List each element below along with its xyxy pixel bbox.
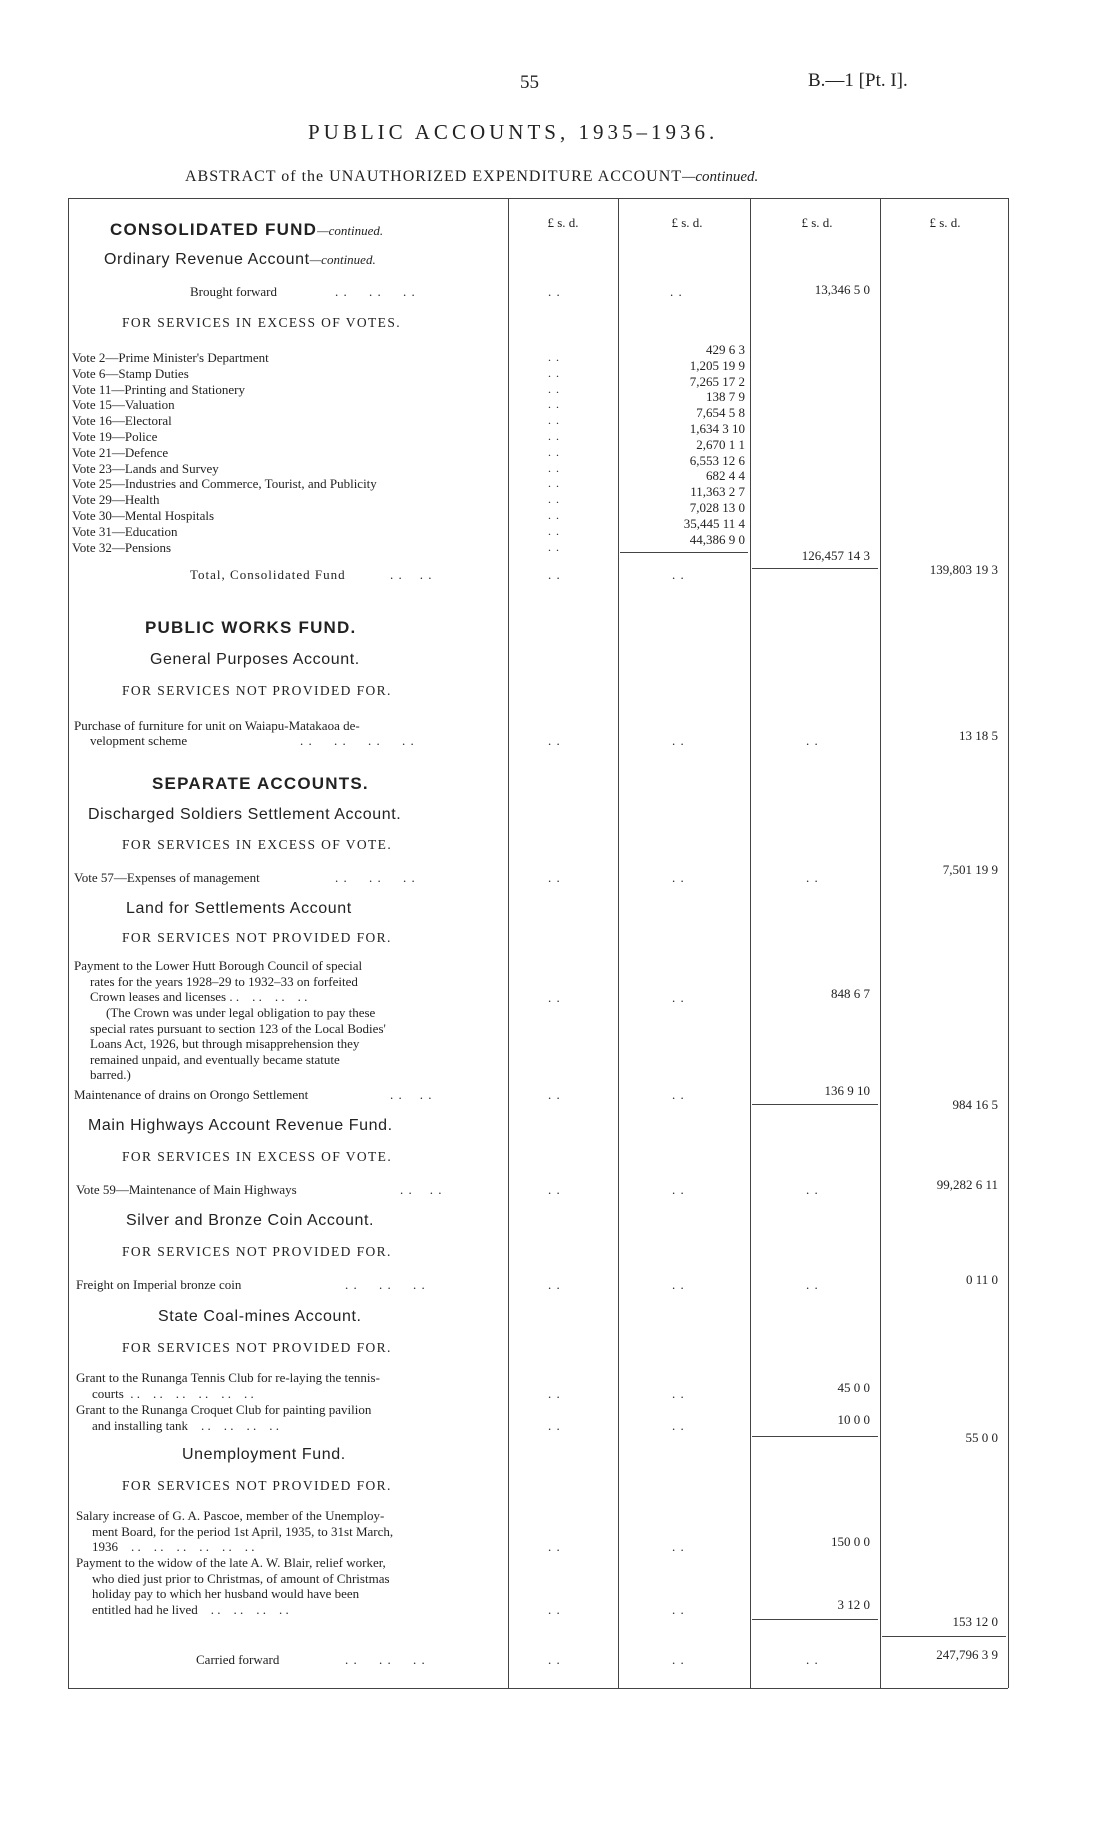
- main-highways-heading: Main Highways Account Revenue Fund.: [88, 1117, 393, 1134]
- paragraph-line: and installing tank . . . . . . . .: [92, 1417, 280, 1433]
- vote-amount: 7,265 17 2: [689, 373, 745, 389]
- paragraph-line: courts . . . . . . . . . . . .: [92, 1385, 254, 1401]
- table-top-rule: [68, 198, 1008, 199]
- brought-forward-label: Brought forward: [190, 284, 278, 299]
- empty-cell-dots: . .: [806, 870, 819, 885]
- empty-cell-dots: . .: [672, 1602, 685, 1617]
- leader-dots: . . . .: [390, 1087, 433, 1102]
- vote-row: Vote 19—Police: [72, 428, 158, 444]
- column-divider-4: [880, 198, 881, 1688]
- coal-mines-total: 55 0 0: [965, 1430, 998, 1445]
- coal-mines-heading: State Coal-mines Account.: [158, 1308, 362, 1325]
- empty-cell-dots: . .: [672, 567, 685, 582]
- note-line: barred.): [90, 1067, 131, 1083]
- furniture-amount: 13 18 5: [959, 728, 998, 743]
- vote-59-amount: 99,282 6 11: [936, 1177, 998, 1192]
- vote-amount: 682 4 4: [706, 468, 745, 484]
- vote-amount: 35,445 11 4: [683, 515, 745, 531]
- orongo-drains-amount: 136 9 10: [824, 1083, 870, 1098]
- leader-dots: . . . .: [390, 567, 433, 582]
- empty-cell-dots: . .: [548, 1277, 561, 1292]
- pascoe-amount: 150 0 0: [831, 1534, 870, 1549]
- paragraph-line: Payment to the widow of the late A. W. Blair, relief worker,: [76, 1555, 386, 1570]
- paragraph-line-text: entitled had he lived: [92, 1601, 198, 1617]
- paragraph-line: Grant to the Runanga Croquet Club for painting pavilion: [76, 1402, 372, 1417]
- empty-cell-dots: . .: [670, 284, 683, 299]
- vote-row: Vote 21—Defence: [72, 444, 169, 460]
- empty-cell-dots: . .: [548, 1087, 561, 1102]
- tennis-club-grant: [76, 1370, 482, 1401]
- public-works-heading: PUBLIC WORKS FUND.: [145, 618, 357, 637]
- paragraph-line: holiday pay to which her husband would have been: [92, 1586, 360, 1602]
- empty-cell-dots: . .: [806, 1182, 819, 1197]
- table-bottom-rule: [68, 1688, 1008, 1689]
- votes-dots-column: . . . . . . . . . . . . . . . . . . . . . . . . . .: [548, 350, 560, 554]
- paragraph-line: rates for the years 1928–29 to 1932–33 on forfeited: [90, 973, 358, 989]
- subtitle-continued: —continued.: [682, 169, 759, 185]
- service-heading: FOR SERVICES NOT PROVIDED FOR.: [122, 1244, 392, 1259]
- votes-subtotal: 126,457 14 3: [801, 548, 870, 563]
- bronze-coin-freight-item: Freight on Imperial bronze coin: [76, 1277, 242, 1292]
- empty-cell-dots: . .: [548, 1652, 561, 1667]
- leader-dots: . . . .: [400, 1182, 443, 1197]
- subtotal-rule: [752, 568, 878, 569]
- note-line: (The Crown was under legal obligation to pay these: [106, 1005, 376, 1020]
- vote-row: Vote 23—Lands and Survey: [72, 460, 219, 476]
- brought-forward-amount: 13,346 5 0: [814, 282, 870, 297]
- empty-cell-dots: . .: [548, 1182, 561, 1197]
- empty-cell-dots: . .: [672, 1418, 685, 1433]
- paragraph-line-text: and installing tank: [92, 1417, 189, 1433]
- unemployment-sum-rule: [752, 1619, 878, 1620]
- paragraph-line-text: Crown leases and licenses: [90, 989, 227, 1005]
- column-header-4: £ s. d.: [929, 215, 961, 230]
- paragraph-line: Salary increase of G. A. Pascoe, member of the Unemploy-: [76, 1508, 385, 1523]
- service-heading: FOR SERVICES IN EXCESS OF VOTES.: [122, 315, 402, 330]
- service-heading: FOR SERVICES NOT PROVIDED FOR.: [122, 1478, 392, 1493]
- carried-forward-amount: 247,796 3 9: [936, 1647, 998, 1662]
- subtitle-main: ABSTRACT of the UNAUTHORIZED EXPENDITURE ACCOUNT: [185, 168, 683, 185]
- empty-cell-dots: . .: [548, 1386, 561, 1401]
- consolidated-fund-heading: [110, 220, 383, 240]
- empty-cell-dots: . .: [672, 1539, 685, 1554]
- croquet-club-grant: [76, 1402, 482, 1433]
- ordinary-revenue-heading: [104, 251, 376, 269]
- carried-forward-rule: [882, 1636, 1006, 1637]
- empty-cell-dots: . .: [548, 733, 561, 748]
- empty-cell-dots: . .: [672, 1652, 685, 1667]
- pascoe-salary-increase: [76, 1508, 482, 1555]
- leader-dots: . . . . . .: [345, 1277, 426, 1292]
- blair-widow-payment: [76, 1555, 482, 1617]
- empty-cell-dots: . .: [548, 284, 561, 299]
- paragraph-line: Grant to the Runanga Tennis Club for re-laying the tennis-: [76, 1370, 380, 1385]
- vote-row: Vote 32—Pensions: [72, 539, 172, 555]
- paragraph-line-text: courts: [92, 1385, 124, 1401]
- column-divider-2: [618, 198, 619, 1688]
- column-divider-1: [508, 198, 509, 1688]
- page-subtitle: [185, 168, 758, 186]
- land-sum-rule: [752, 1104, 878, 1105]
- furniture-item-line-1: Purchase of furniture for unit on Waiapu-Matakaoa de-: [74, 718, 360, 733]
- empty-cell-dots: . .: [672, 1277, 685, 1292]
- column-header-1: £ s. d.: [547, 215, 579, 230]
- unemployment-fund-heading: Unemployment Fund.: [182, 1446, 346, 1463]
- land-settlements-total: 984 16 5: [952, 1097, 998, 1112]
- vote-57-amount: 7,501 19 9: [942, 862, 998, 877]
- vote-57-item: Vote 57—Expenses of management: [74, 870, 260, 885]
- empty-cell-dots: . .: [672, 990, 685, 1005]
- empty-cell-dots: . .: [806, 733, 819, 748]
- paragraph-line: Payment to the Lower Hutt Borough Council of special: [74, 958, 363, 973]
- vote-row: Vote 16—Electoral: [72, 413, 172, 429]
- page-title: PUBLIC ACCOUNTS, 1935–1936.: [308, 120, 719, 144]
- vote-amount: 1,634 3 10: [689, 420, 745, 436]
- empty-cell-dots: . .: [672, 1386, 685, 1401]
- empty-cell-dots: . .: [548, 1602, 561, 1617]
- votes-list: [72, 350, 377, 555]
- empty-cell-dots: . .: [548, 1539, 561, 1554]
- paragraph-line: who died just prior to Christmas, of amount of Christmas: [92, 1570, 390, 1586]
- croquet-club-amount: 10 0 0: [837, 1412, 870, 1427]
- account-continued: —continued.: [309, 252, 376, 267]
- leader-dots: . . . . . .: [345, 1652, 426, 1667]
- paragraph-line: 1936 . . . . . . . . . . . .: [92, 1539, 255, 1555]
- leader-dots: . . . . . .: [335, 870, 416, 885]
- empty-cell-dots: . .: [548, 990, 561, 1005]
- coin-account-heading: Silver and Bronze Coin Account.: [126, 1212, 375, 1229]
- service-heading: FOR SERVICES NOT PROVIDED FOR.: [122, 930, 392, 945]
- note-line: special rates pursuant to section 123 of the Local Bodies': [90, 1020, 386, 1036]
- land-settlements-heading: Land for Settlements Account: [126, 900, 352, 917]
- note-line: Loans Act, 1926, but through misapprehension they: [90, 1036, 360, 1052]
- orongo-drains-item: Maintenance of drains on Orongo Settlement: [74, 1087, 309, 1102]
- service-heading: FOR SERVICES NOT PROVIDED FOR.: [122, 1340, 392, 1355]
- table-left-border: [68, 198, 69, 1688]
- vote-row: Vote 15—Valuation: [72, 397, 175, 413]
- empty-cell-dots: . .: [548, 870, 561, 885]
- lower-hutt-payment: [74, 958, 480, 1005]
- empty-cell-dots: . .: [672, 870, 685, 885]
- fund-title: CONSOLIDATED FUND: [110, 220, 318, 239]
- carried-forward-label: Carried forward: [196, 1652, 280, 1667]
- vote-row: Vote 2—Prime Minister's Department: [72, 350, 269, 365]
- vote-amount: 6,553 12 6: [689, 452, 745, 468]
- table-right-border: [1008, 198, 1009, 1688]
- vote-amount: 2,670 1 1: [696, 436, 745, 452]
- empty-cell-dots: . .: [548, 567, 561, 582]
- service-heading: FOR SERVICES IN EXCESS OF VOTE.: [122, 837, 393, 852]
- service-heading: FOR SERVICES IN EXCESS OF VOTE.: [122, 1149, 393, 1164]
- crown-obligation-note: [90, 1005, 480, 1083]
- vote-row: Vote 11—Printing and Stationery: [72, 381, 245, 397]
- empty-cell-dots: . .: [806, 1277, 819, 1292]
- bronze-coin-freight-amount: 0 11 0: [965, 1272, 998, 1287]
- page-number: 55: [520, 72, 539, 93]
- empty-cell-dots: . .: [806, 1652, 819, 1667]
- column-header-2: £ s. d.: [671, 215, 703, 230]
- paragraph-line-text: 1936: [92, 1539, 118, 1555]
- total-consolidated-amount: 139,803 19 3: [929, 562, 998, 577]
- note-line: remained unpaid, and eventually became statute: [90, 1051, 340, 1067]
- discharged-soldiers-heading: Discharged Soldiers Settlement Account.: [88, 806, 402, 823]
- column-header-3: £ s. d.: [801, 215, 833, 230]
- vote-amount: 138 7 9: [706, 389, 745, 405]
- vote-59-item: Vote 59—Maintenance of Main Highways: [76, 1182, 297, 1197]
- unemployment-total: 153 12 0: [952, 1614, 998, 1629]
- coal-sum-rule: [752, 1436, 878, 1437]
- lower-hutt-amount: 848 6 7: [831, 986, 870, 1001]
- leader-dots: . . . . . .: [335, 284, 416, 299]
- vote-row: Vote 25—Industries and Commerce, Tourist, and Publicity: [72, 476, 377, 492]
- vote-row: Vote 29—Health: [72, 492, 160, 508]
- vote-amount: 429 6 3: [706, 342, 745, 357]
- vote-row: Vote 30—Mental Hospitals: [72, 507, 215, 523]
- account-title: Ordinary Revenue Account: [104, 251, 310, 268]
- leader-dots: . . . . . . . .: [300, 733, 415, 748]
- separate-accounts-heading: SEPARATE ACCOUNTS.: [152, 774, 369, 793]
- votes-sum-rule: [620, 552, 748, 553]
- blair-amount: 3 12 0: [837, 1597, 870, 1612]
- vote-amount: 11,363 2 7: [690, 484, 745, 500]
- furniture-item-line-2: velopment scheme: [90, 733, 188, 748]
- vote-row: Vote 6—Stamp Duties: [72, 365, 189, 381]
- column-divider-3: [750, 198, 751, 1688]
- service-heading: FOR SERVICES NOT PROVIDED FOR.: [122, 683, 392, 698]
- empty-cell-dots: . .: [548, 1418, 561, 1433]
- empty-cell-dots: . .: [672, 733, 685, 748]
- paragraph-line: Crown leases and licenses . . . . . . . .: [90, 989, 308, 1005]
- vote-amount: 7,028 13 0: [689, 499, 745, 515]
- total-consolidated-label: Total, Consolidated Fund: [190, 567, 346, 582]
- document-reference: B.—1 [Pt. I].: [808, 70, 908, 91]
- vote-amount: 7,654 5 8: [696, 405, 745, 421]
- vote-amount: 1,205 19 9: [689, 357, 745, 373]
- tennis-club-amount: 45 0 0: [837, 1380, 870, 1395]
- general-purposes-heading: General Purposes Account.: [150, 651, 360, 668]
- votes-amounts: [630, 342, 745, 547]
- fund-continued: —continued.: [317, 223, 384, 238]
- vote-amount: 44,386 9 0: [689, 531, 745, 547]
- empty-cell-dots: . .: [672, 1087, 685, 1102]
- vote-row: Vote 31—Education: [72, 523, 178, 539]
- paragraph-line: ment Board, for the period 1st April, 1935, to 31st March,: [92, 1523, 394, 1539]
- paragraph-line: entitled had he lived . . . . . . . .: [92, 1601, 289, 1617]
- empty-cell-dots: . .: [672, 1182, 685, 1197]
